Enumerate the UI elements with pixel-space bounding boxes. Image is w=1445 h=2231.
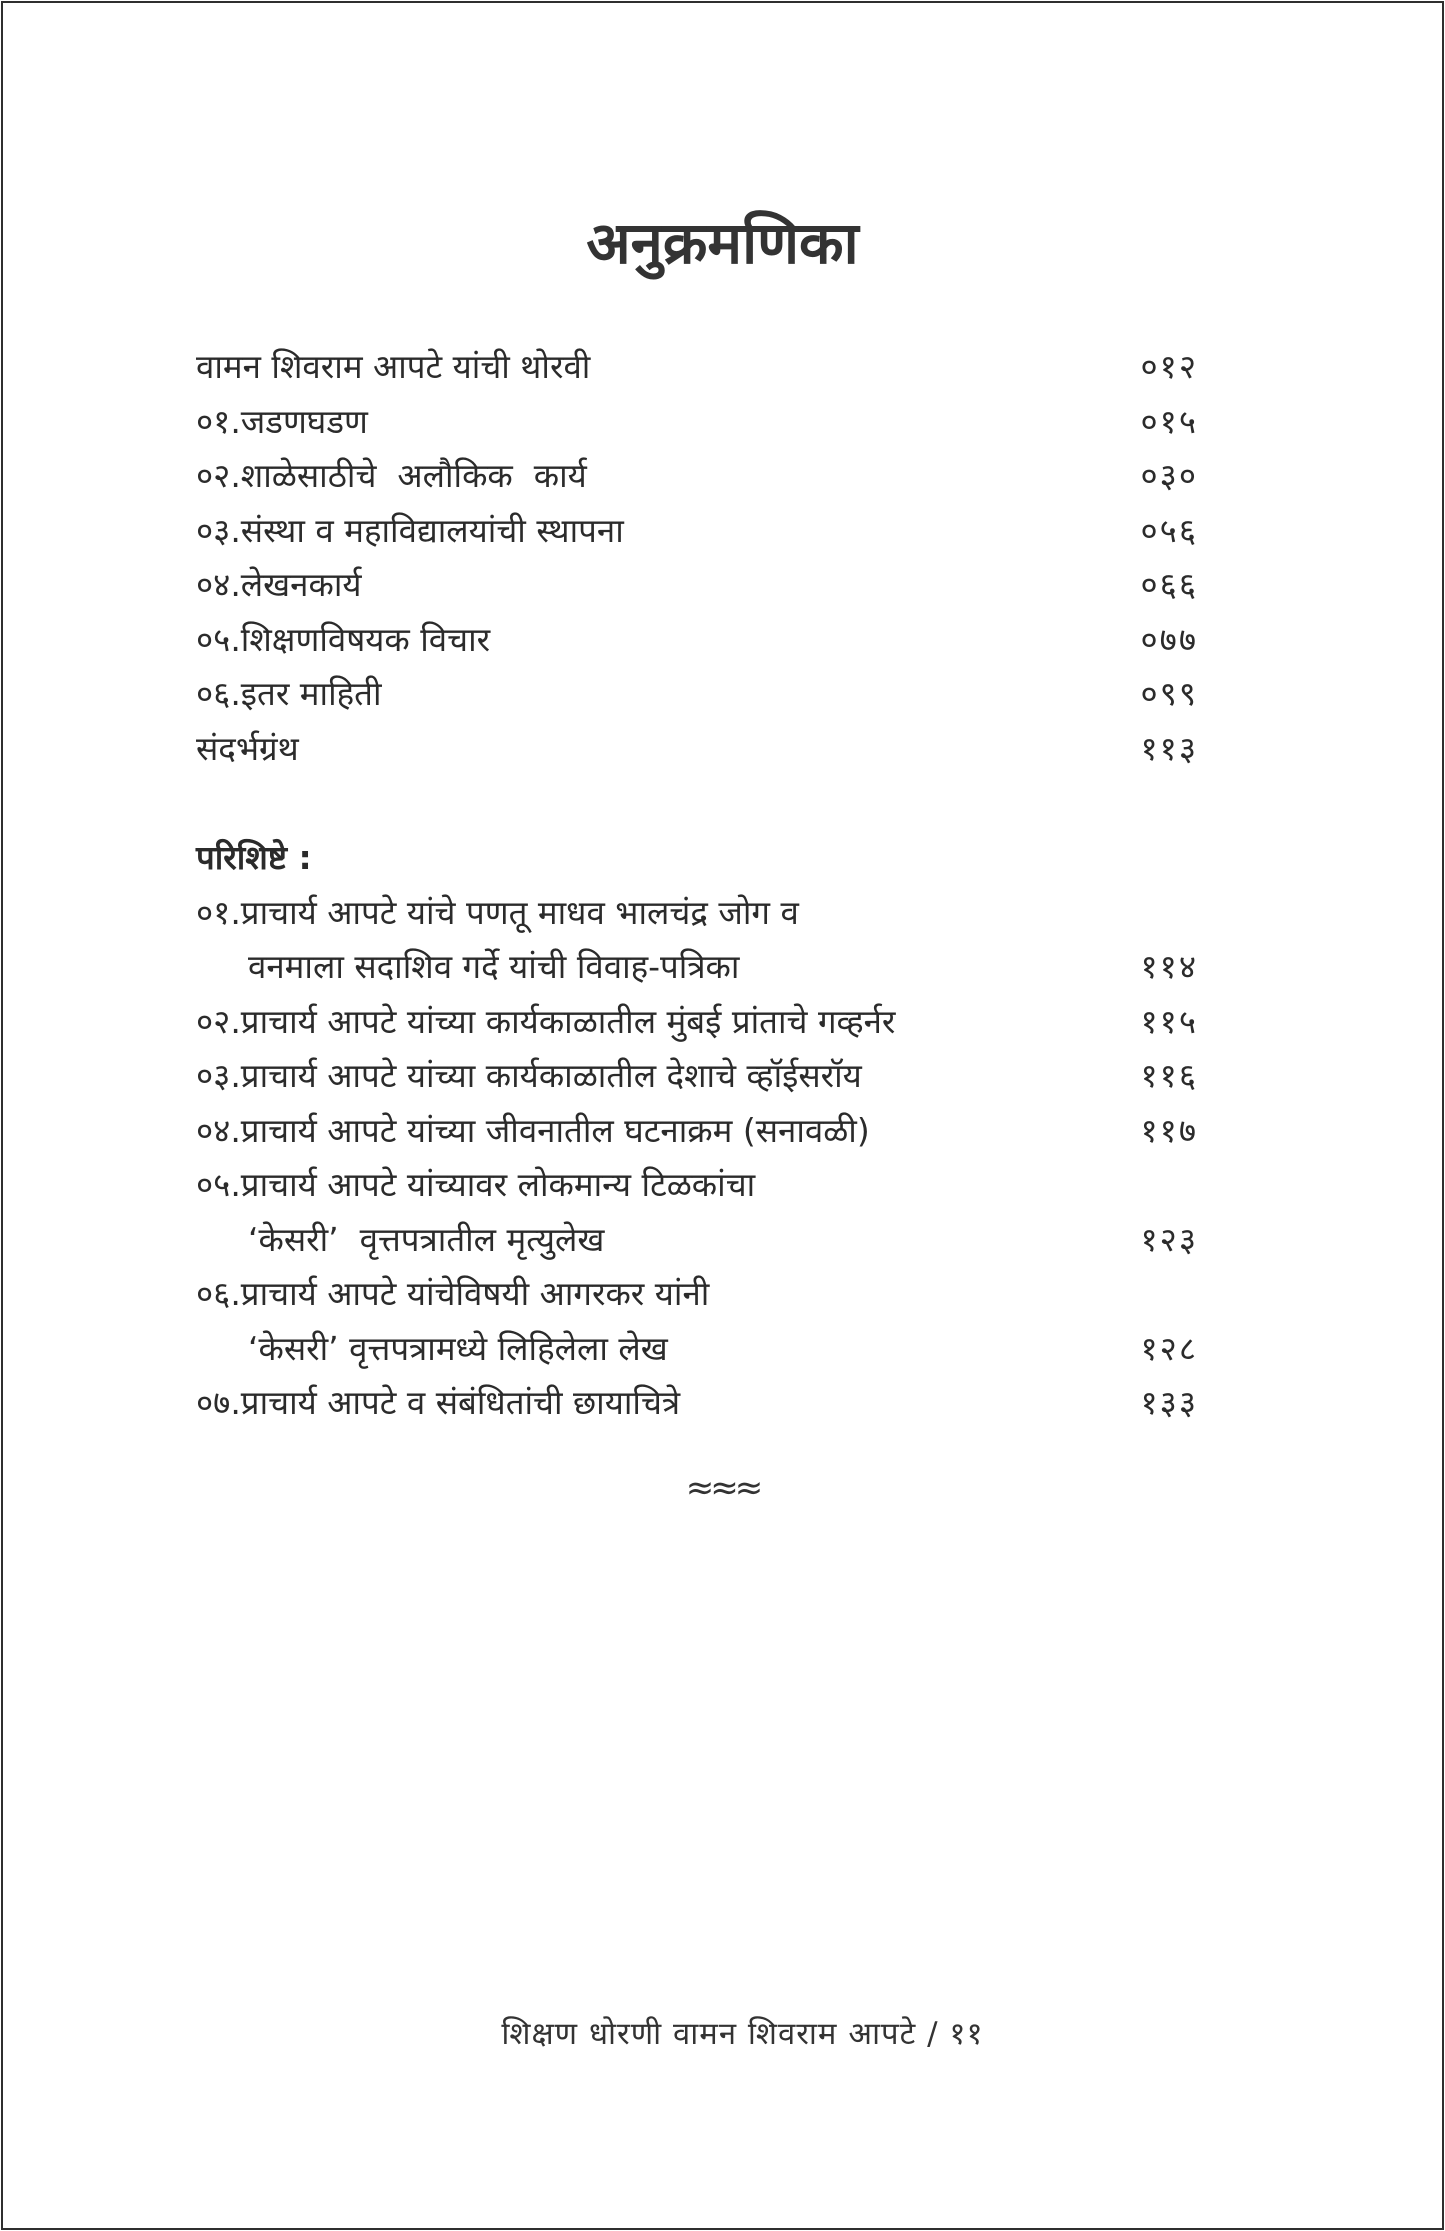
appendix-entry[interactable] xyxy=(196,1049,1198,1104)
toc-entry-label: ०६.इतर माहिती xyxy=(196,674,382,713)
appendix-entry-label: वनमाला सदाशिव गर्दे यांची विवाह-पत्रिका xyxy=(248,947,740,986)
appendix-entry-label: ०६.प्राचार्य आपटे यांचेविषयी आगरकर यांनी xyxy=(196,1274,710,1313)
running-title: शिक्षण धोरणी वामन शिवराम आपटे xyxy=(501,2016,917,2052)
toc-entry-label: संदर्भग्रंथ xyxy=(196,728,299,768)
page-footer xyxy=(0,2012,1445,2054)
appendix-entry[interactable] xyxy=(196,1104,1198,1159)
toc-entry[interactable] xyxy=(196,340,1198,395)
toc-entry[interactable] xyxy=(196,722,1198,777)
page-title: अनुक्रमणिका xyxy=(586,209,859,277)
appendix-entry-label: ०३.प्राचार्य आपटे यांच्या कार्यकाळातील देशाचे व्हॉईसरॉय xyxy=(196,1056,862,1095)
toc-entry[interactable] xyxy=(196,558,1198,613)
appendix-entry-page: ११७ xyxy=(1140,1110,1198,1150)
toc-entry-label: वामन शिवराम आपटे यांची थोरवी xyxy=(196,347,591,386)
appendix-entry-label: ‘केसरी’ वृत्तपत्रामध्ये लिहिलेला लेख xyxy=(248,1328,668,1368)
appendix-entry-continuation[interactable] xyxy=(196,940,1198,995)
toc-entry[interactable] xyxy=(196,613,1198,668)
appendix-entry-line[interactable] xyxy=(196,886,1198,941)
appendix-entry-label: ०७.प्राचार्य आपटे व संबंधितांची छायाचित्रे xyxy=(196,1383,681,1422)
appendix-entry-line[interactable] xyxy=(196,1267,1198,1322)
toc-entry-label: ०४.लेखनकार्य xyxy=(196,565,362,604)
footer-divider: / xyxy=(916,2016,950,2052)
toc-entry-page: ०१२ xyxy=(1140,347,1198,386)
appendix-entry[interactable] xyxy=(196,1376,1198,1431)
toc-entry-page: ०९९ xyxy=(1140,674,1198,713)
appendix-entry-label: ०४.प्राचार्य आपटे यांच्या जीवनातील घटनाक्रम (सनावळी) xyxy=(196,1110,870,1150)
toc-entry-label: ०२.शाळेसाठीचे अलौकिक कार्य xyxy=(196,456,587,495)
appendix-entry-continuation[interactable] xyxy=(196,1213,1198,1268)
appendix-entry-label: ‘केसरी’ वृत्तपत्रातील मृत्युलेख xyxy=(248,1219,605,1259)
toc-entry-page: ०३० xyxy=(1140,456,1198,495)
appendix-entry-page: १२८ xyxy=(1140,1328,1198,1368)
toc-entry[interactable] xyxy=(196,504,1198,559)
appendix-entry-label: ०५.प्राचार्य आपटे यांच्यावर लोकमान्य टिळकांचा xyxy=(196,1165,756,1204)
appendix-entry-label: ०२.प्राचार्य आपटे यांच्या कार्यकाळातील मुंबई प्रांताचे गव्हर्नर xyxy=(196,1001,896,1041)
toc-entry[interactable] xyxy=(196,667,1198,722)
toc-entry-page: ०७७ xyxy=(1140,619,1198,659)
toc-entry-label: ०१.जडणघडण xyxy=(196,401,368,441)
toc-entry-label: ०३.संस्था व महाविद्यालयांची स्थापना xyxy=(196,510,624,550)
appendix-entry-page: ११४ xyxy=(1140,947,1198,986)
toc-entry-page: ११३ xyxy=(1140,728,1198,768)
appendix-entry[interactable] xyxy=(196,995,1198,1050)
appendix-entry-continuation[interactable] xyxy=(196,1322,1198,1377)
appendix-entry-page: ११६ xyxy=(1140,1056,1198,1095)
page-number: ११ xyxy=(949,2016,984,2052)
appendix-entry-label: ०१.प्राचार्य आपटे यांचे पणतू माधव भालचंद्र जोग व xyxy=(196,892,799,932)
toc-entry-page: ०१५ xyxy=(1140,401,1198,441)
toc-entry[interactable] xyxy=(196,395,1198,450)
appendix-entry-page: १२३ xyxy=(1140,1219,1198,1259)
section-spacer xyxy=(196,776,1198,831)
appendix-entry-page: १३३ xyxy=(1140,1383,1198,1422)
toc-entry[interactable] xyxy=(196,449,1198,504)
table-of-contents xyxy=(196,340,1198,1431)
appendix-entry-page: ११५ xyxy=(1140,1001,1198,1041)
toc-entry-page: ०६६ xyxy=(1140,565,1198,604)
toc-entry-label: ०५.शिक्षणविषयक विचार xyxy=(196,619,491,659)
appendix-entry-line[interactable] xyxy=(196,1158,1198,1213)
toc-entry-page: ०५६ xyxy=(1140,510,1198,550)
section-end-ornament: ≈≈≈ xyxy=(685,1468,760,1508)
appendix-heading: परिशिष्टे : xyxy=(196,838,312,877)
